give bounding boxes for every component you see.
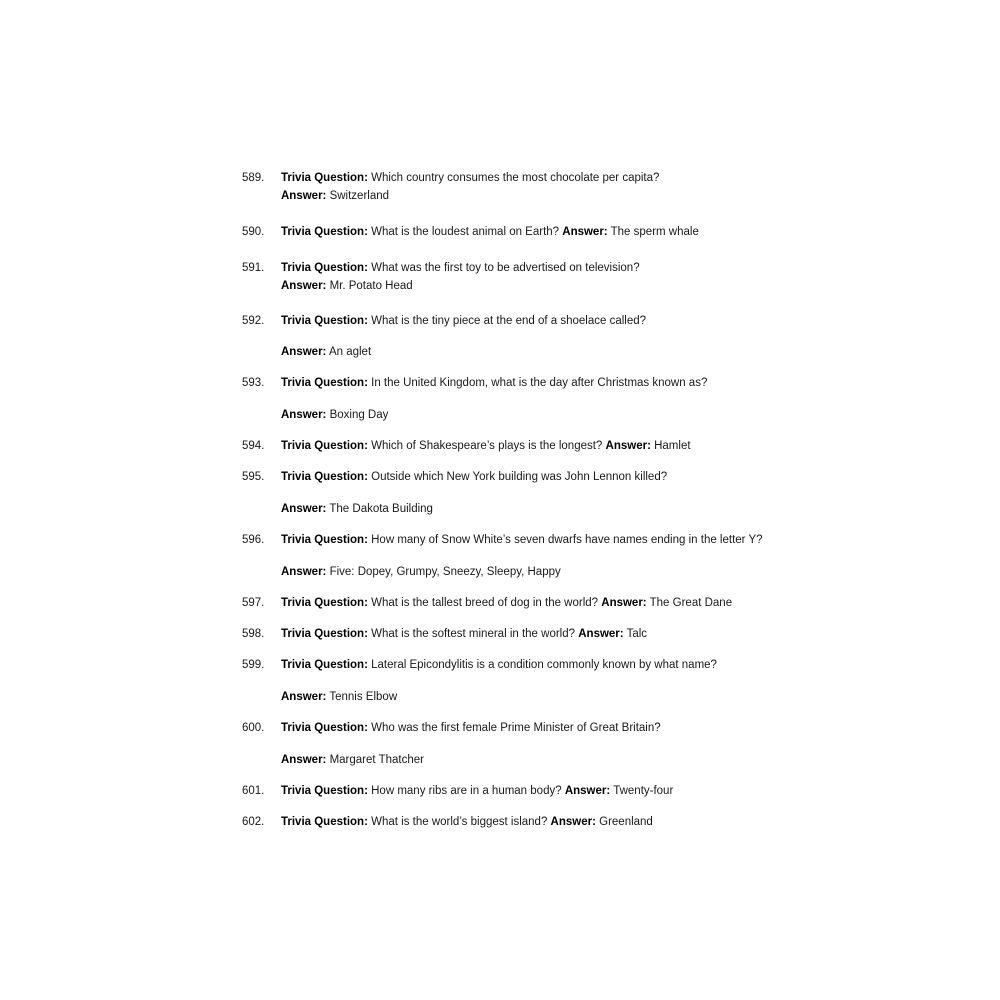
answer-text: Margaret Thatcher [329,754,424,766]
item-body [281,594,801,612]
item-number: 589. [242,172,265,184]
question-text: In the United Kingdom, what is the day after Christmas known as? [371,377,708,389]
question-text: How many of Snow White’s seven dwarfs have names ending in the letter Y? [371,534,763,546]
question-text: Which of Shakespeare’s plays is the longest? [371,440,603,452]
item-number: 600. [242,722,265,734]
question-label: Trivia Question: [281,315,368,327]
item-number: 598. [242,628,265,640]
item-body [281,223,801,241]
answer-label: Answer: [605,440,651,452]
question-text: Who was the first female Prime Minister of Great Britain? [371,722,661,734]
question-label: Trivia Question: [281,722,368,734]
item-number: 602. [242,816,265,828]
answer-label: Answer: [562,226,608,238]
item-body [281,625,801,643]
answer-label: Answer: [281,754,327,766]
item-body [281,531,801,581]
question-label: Trivia Question: [281,440,368,452]
question-label: Trivia Question: [281,785,368,797]
answer-text: Greenland [599,816,653,828]
item-body [281,656,801,706]
answer-text: The Dakota Building [329,503,433,515]
item-body [281,437,801,455]
question-label: Trivia Question: [281,816,368,828]
answer-label: Answer: [601,597,647,609]
question-label: Trivia Question: [281,628,368,640]
item-number: 590. [242,226,265,238]
item-number: 601. [242,785,265,797]
question-text: What is the loudest animal on Earth? [371,226,560,238]
question-label: Trivia Question: [281,262,368,274]
item-number: 591. [242,262,265,274]
answer-text: Hamlet [654,440,691,452]
item-body [281,312,801,361]
question-label: Trivia Question: [281,471,368,483]
question-label: Trivia Question: [281,377,368,389]
item-number: 597. [242,597,265,609]
item-number: 593. [242,377,265,389]
answer-label: Answer: [281,503,327,515]
answer-text: Mr. Potato Head [329,280,413,292]
item-body [281,719,801,769]
item-number: 599. [242,659,265,671]
question-text: What is the tallest breed of dog in the world? [371,597,599,609]
answer-label: Answer: [281,691,327,703]
answer-text: The Great Dane [649,597,733,609]
question-label: Trivia Question: [281,534,368,546]
item-number: 595. [242,471,265,483]
item-number: 592. [242,315,265,327]
answer-text: Talc [626,628,648,640]
answer-text: Switzerland [329,190,390,202]
answer-label: Answer: [281,280,327,292]
item-body [281,259,801,295]
item-body [281,813,801,831]
answer-label: Answer: [281,566,327,578]
question-label: Trivia Question: [281,226,368,238]
answer-label: Answer: [281,409,327,421]
question-text: How many ribs are in a human body? [371,785,562,797]
answer-label: Answer: [281,346,327,358]
item-number: 596. [242,534,265,546]
question-label: Trivia Question: [281,172,368,184]
answer-text: Tennis Elbow [329,691,398,703]
answer-text: An aglet [328,346,372,358]
question-text: Lateral Epicondylitis is a condition commonly known by what name? [371,659,717,671]
question-label: Trivia Question: [281,597,368,609]
question-text: What is the tiny piece at the end of a shoelace called? [371,315,647,327]
question-label: Trivia Question: [281,659,368,671]
item-body [281,782,801,800]
item-body [281,169,801,205]
item-body [281,374,801,424]
question-text: What is the world’s biggest island? [371,816,548,828]
question-text: Outside which New York building was John Lennon killed? [371,471,668,483]
item-body [281,468,801,518]
answer-text: Twenty-four [613,785,674,797]
question-text: What was the first toy to be advertised on television? [371,262,640,274]
answer-text: The sperm whale [610,226,699,238]
answer-label: Answer: [550,816,596,828]
answer-text: Boxing Day [329,409,389,421]
question-text: What is the softest mineral in the world? [371,628,576,640]
item-number: 594. [242,440,265,452]
answer-text: Five: Dopey, Grumpy, Sneezy, Sleepy, Happy [329,566,561,578]
question-text: Which country consumes the most chocolate per capita? [371,172,660,184]
answer-label: Answer: [564,785,611,797]
answer-label: Answer: [281,190,327,202]
answer-label: Answer: [578,628,624,640]
